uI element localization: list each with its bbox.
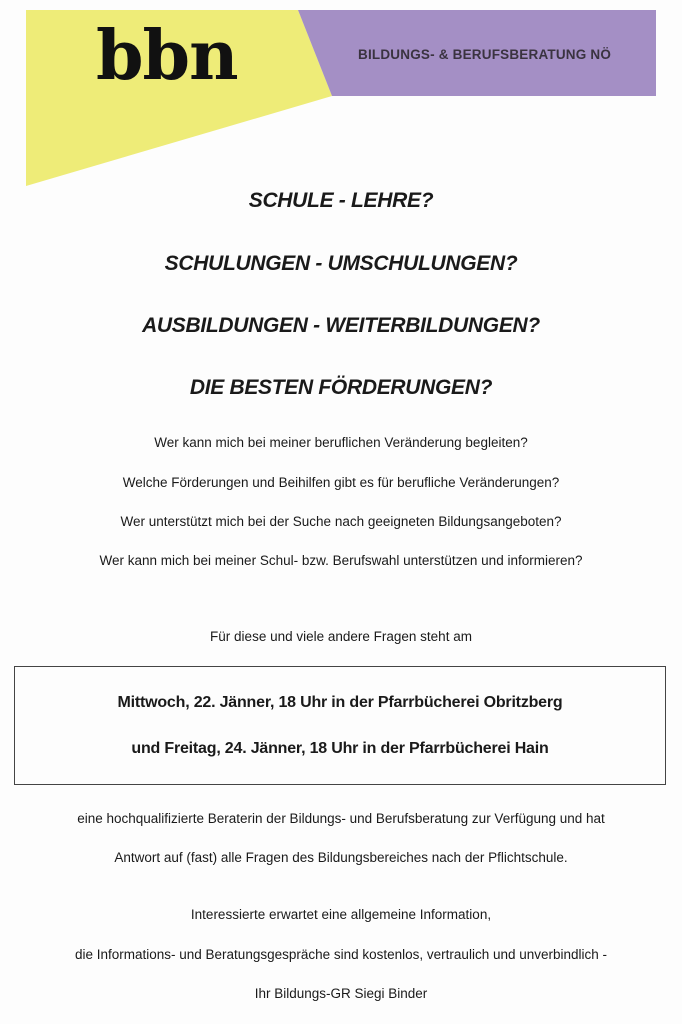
closing-line: die Informations- und Beratungsgespräche sind kostenlos, vertraulich und unverbindlich -	[74, 947, 608, 962]
heading-training: SCHULUNGEN - UMSCHULUNGEN?	[164, 252, 518, 275]
heading-education: AUSBILDUNGEN - WEITERBILDUNGEN?	[142, 314, 540, 337]
question-line: Welche Förderungen und Beihilfen gibt es für berufliche Veränderungen?	[122, 475, 560, 490]
heading-school: SCHULE - LEHRE?	[248, 189, 434, 212]
intro-text: Für diese und viele andere Fragen steht am	[210, 629, 472, 644]
header-banner	[0, 0, 682, 200]
event-hain: und Freitag, 24. Jänner, 18 Uhr in der Pfarrbücherei Hain	[131, 740, 549, 757]
closing-line: Interessierte erwartet eine allgemeine Information,	[190, 907, 492, 922]
signature: Ihr Bildungs-GR Siegi Binder	[254, 986, 428, 1001]
question-line: Wer kann mich bei meiner Schul- bzw. Berufswahl unterstützen und informieren?	[99, 553, 583, 568]
event-box	[14, 666, 666, 785]
question-line: Wer kann mich bei meiner beruflichen Veränderung begleiten?	[154, 435, 528, 450]
organization-name: BILDUNGS- & BERUFSBERATUNG NÖ	[358, 47, 612, 62]
question-line: Wer unterstützt mich bei der Suche nach geeigneten Bildungsangeboten?	[120, 514, 562, 529]
bbn-logo: bbn	[96, 16, 238, 96]
heading-funding: DIE BESTEN FÖRDERUNGEN?	[189, 376, 493, 399]
event-obritzberg: Mittwoch, 22. Jänner, 18 Uhr in der Pfarrbücherei Obritzberg	[117, 694, 563, 711]
body-line: eine hochqualifizierte Beraterin der Bildungs- und Berufsberatung zur Verfügung und hat	[77, 811, 605, 826]
body-line: Antwort auf (fast) alle Fragen des Bildungsbereiches nach der Pflichtschule.	[114, 850, 568, 865]
